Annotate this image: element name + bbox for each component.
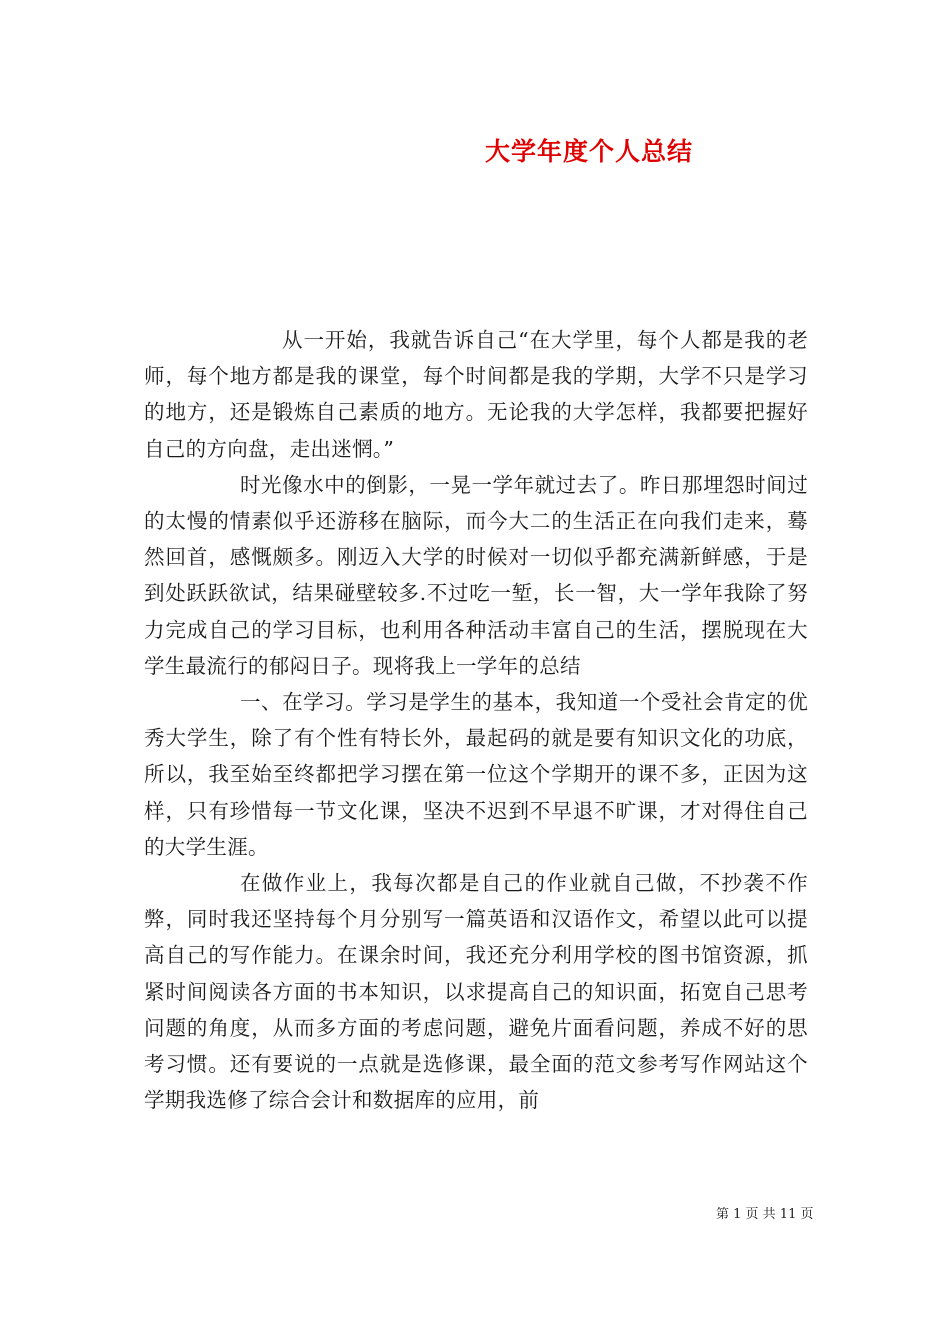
- paragraph-intro: 从一开始，我就告诉自己“在大学里，每个人都是我的老师，每个地方都是我的课堂，每个时间都是我的学期，大学不只是学习的地方，还是锻炼自己素质的地方。无论我的大学怎样，我都要把握好自己的方向盘，走出迷惘。”: [144, 328, 808, 461]
- page-number: 第 1 页 共 11 页: [716, 1207, 814, 1222]
- paragraph-homework: 在做作业上，我每次都是自己的作业就自己做，不抄袭不作弊，同时我还坚持每个月分别写一篇英语和汉语作文，希望以此可以提高自己的写作能力。在课余时间，我还充分利用学校的图书馆资源，抓紧时间阅读各方面的书本知识，以求提高自己的知识面，拓宽自己思考问题的角度，从而多方面的考虑问题，避免片面看问题，养成不好的思考习惯。还有要说的一点就是选修课，最全面的范文参考写作网站这个学期我选修了综合会计和数据库的应用，前: [144, 871, 808, 1113]
- document-title: 大学年度个人总结: [484, 137, 693, 166]
- paragraph-study: 一、在学习。学习是学生的基本，我知道一个受社会肯定的优秀大学生，除了有个性有特长外，最起码的就是要有知识文化的功底，所以，我至始至终都把学习摆在第一位这个学期开的课不多，正因为这样，只有珍惜每一节文化课，坚决不迟到不早退不旷课，才对得住自己的大学生涯。: [144, 690, 808, 859]
- document-body: [144, 322, 808, 1118]
- paragraph-reflection: 时光像水中的倒影，一晃一学年就过去了。昨日那埋怨时间过的太慢的情素似乎还游移在脑际，而今大二的生活正在向我们走来，蓦然回首，感慨颇多。刚迈入大学的时候对一切似乎都充满新鲜感，于是到处跃跃欲试，结果碰壁较多.不过吃一堑，长一智，大一学年我除了努力完成自己的学习目标，也利用各种活动丰富自己的生活，摆脱现在大学生最流行的郁闷日子。现将我上一学年的总结: [144, 472, 808, 678]
